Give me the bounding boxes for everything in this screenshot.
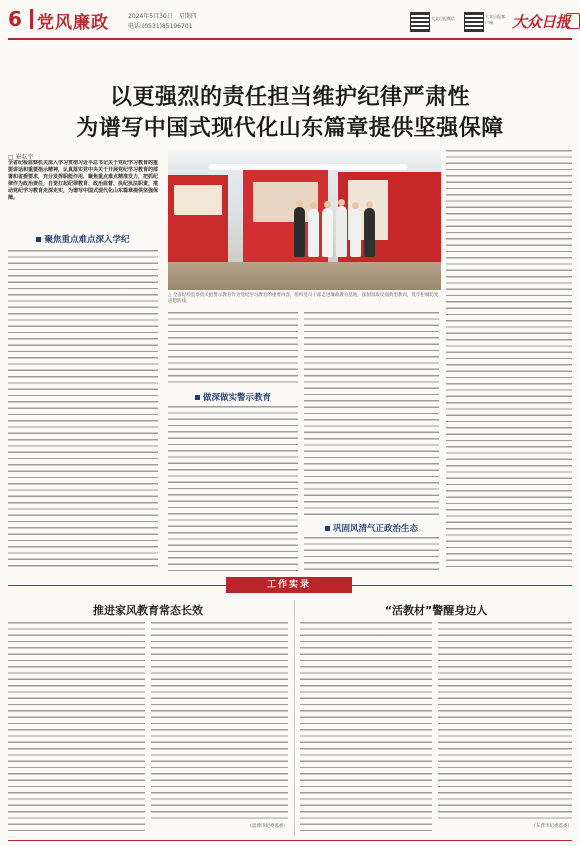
subhead-1: 聚焦重点难点深入学纪: [8, 233, 158, 245]
banner-rule-left: [8, 585, 226, 586]
subhead-3: 巩固风清气正政治生态: [304, 522, 439, 534]
headline-line-2: 为谱写中国式现代化山东篇章提供坚强保障: [76, 116, 504, 141]
bottom-left-title: 推进家风教育常态长效: [93, 604, 203, 617]
header-rule: [8, 38, 572, 40]
section-title: 党风廉政: [37, 13, 109, 33]
bottom-right-col-2: [438, 622, 572, 820]
bottom-left-col-1: [8, 622, 145, 832]
byline: □ 崔耘宇: [8, 154, 34, 161]
contact-phone: 电话:(0531)85196701: [128, 23, 193, 30]
lead-paragraph: 全省纪检监察机关深入学习贯彻习近平总书记关于党纪学习教育的重要讲话和重要指示精神，认真落实党中央关于开展党纪学习教育的部署和省委要求，充分发挥职能作用，聚焦重点难点精准发力，把抓纪律作为政治责任，自觉扛起纪律教育、政治监督、执纪执法职责，推动党纪学习教育走深走实，为谱写中国式现代化山东篇章提供坚强保障。: [8, 160, 158, 201]
page-number: 6: [8, 7, 22, 31]
issue-date: 2024年5月30日 星期四: [128, 13, 197, 20]
footer-rule: [8, 840, 572, 841]
bottom-left-credit: （淄博市纪委监委）: [247, 824, 288, 829]
bottom-right-col-1: [300, 622, 432, 832]
wechat-qr-icon[interactable]: [410, 12, 430, 32]
lead-photo: [168, 150, 441, 290]
subhead-2: 做深做实警示教育: [168, 391, 298, 403]
bottom-left-col-2: [151, 622, 288, 820]
page-header: [0, 0, 580, 42]
newspaper-logo: 大众日报: [512, 13, 571, 31]
column-3-text-a: [304, 312, 439, 517]
column-2-text-a: [168, 312, 298, 387]
app-qr-icon[interactable]: [464, 12, 484, 32]
section-banner: 工作实录: [226, 577, 352, 593]
bottom-right-credit: （东营市纪委监委）: [531, 824, 572, 829]
section-bar: [30, 9, 33, 29]
qr-left-label: 大众日报微信: [431, 16, 455, 21]
column-4-text: [446, 150, 572, 570]
banner-rule-right: [352, 585, 572, 586]
logo-seal-icon: [566, 13, 580, 29]
headline-line-1: 以更强烈的责任担当维护纪律严肃性: [109, 85, 470, 110]
column-2-text-b: [168, 406, 298, 571]
bottom-right-title: “活教材”警醒身边人: [384, 604, 488, 617]
photo-caption: △ 全省纪检监察机关把警示教育作为党纪学习教育的重要内容，组织党员干部走进廉政教育基地，深刻汲取反面典型教训，筑牢拒腐防变思想防线。: [168, 293, 439, 304]
qr-right-label: 大众日报客户端: [485, 14, 505, 25]
column-1-text: [8, 250, 158, 570]
column-3-text-b: [304, 537, 439, 570]
column-divider: [294, 600, 295, 836]
